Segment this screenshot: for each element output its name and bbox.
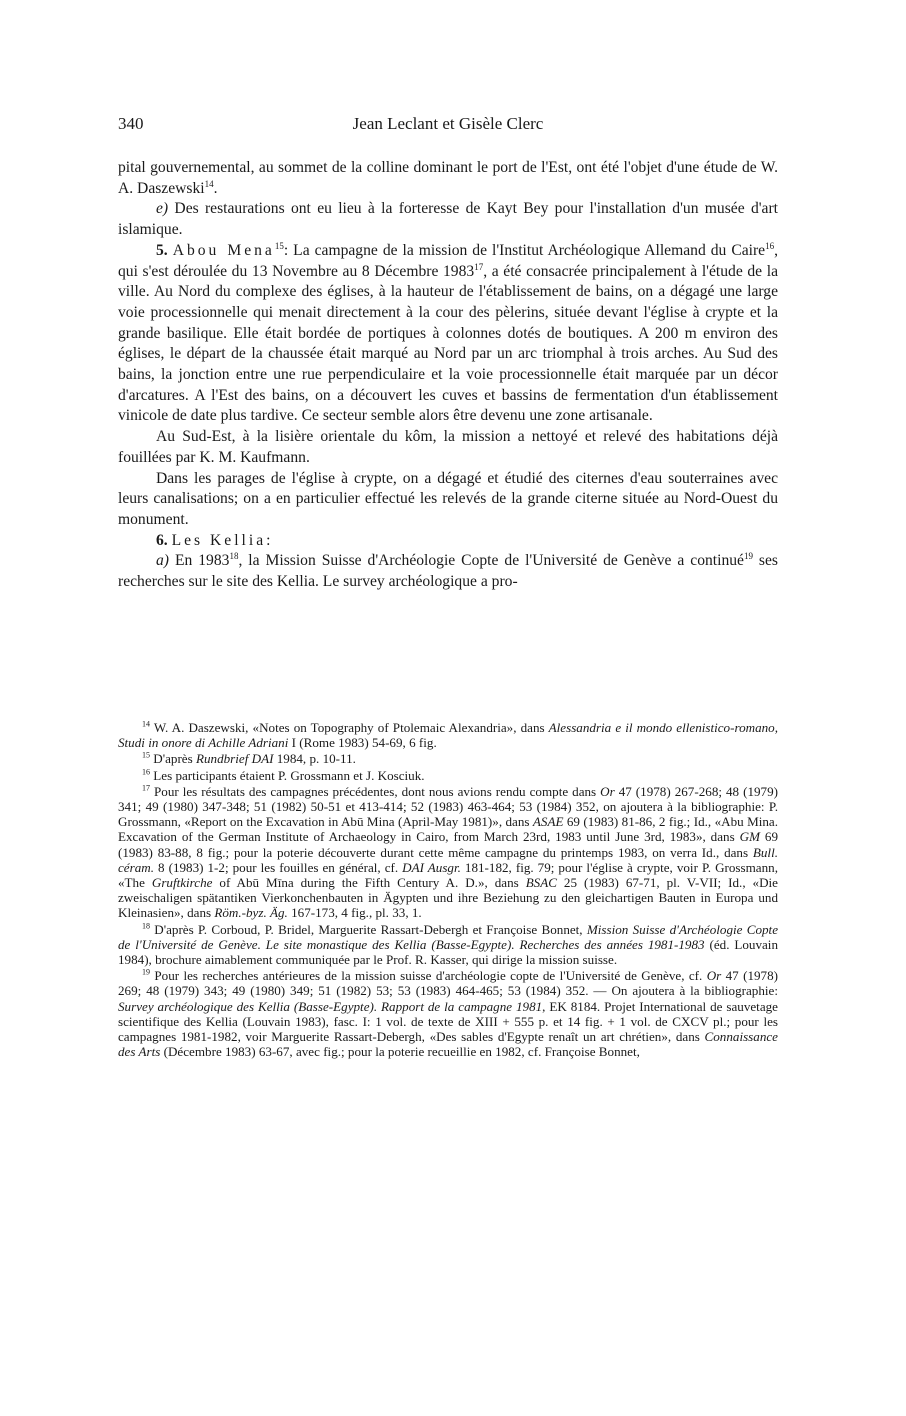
italic-title: Or bbox=[706, 968, 722, 984]
text-run: En 1983 bbox=[169, 552, 230, 570]
text-run: : La campagne de la mission de l'Institut Archéologique Allemand du Caire bbox=[283, 241, 766, 259]
text-run: 181-182, fig. 79; pour l'église à crypte, voir P. Grossmann, «The bbox=[118, 859, 778, 891]
text-run: W. A. Daszewski, «Notes on Topography of Ptolemaic Alexandria», dans bbox=[150, 720, 549, 735]
text-run: Pour les recherches antérieures de la mission suisse d'archéologie copte de l'Université de Genève, cf. bbox=[150, 968, 707, 984]
section-title: Les Kellia bbox=[171, 531, 267, 549]
paragraph: Au Sud-Est, à la lisière orientale du kôm, la mission a nettoyé et relevé des habitations déjà fouillées par K. M. Kaufmann. bbox=[118, 428, 778, 466]
text-run: 47 (1978) 269; 48 (1979) 343; 49 (1980) 349; 51 (1982) 53; 53 (1983) 464-465; 53 (1984) 352. — On ajoutera à la bibliographie: bbox=[118, 968, 778, 999]
text-run: 1984, p. 10-11. bbox=[273, 751, 356, 767]
text-run: ses recherches sur le site des Kellia. Le survey archéologique a pro- bbox=[118, 552, 778, 591]
footnote-ref: 15 bbox=[274, 240, 284, 251]
italic-title: Or bbox=[600, 783, 615, 799]
footnote-number: 18 bbox=[142, 921, 150, 931]
text-run: (éd. Louvain 1984), brochure aimablement communiquée par le Prof. R. Kasser, qui dirige la mission suisse. bbox=[118, 936, 778, 968]
footnote-ref: 17 bbox=[474, 261, 484, 272]
italic-title: Gruftkirche bbox=[151, 875, 213, 891]
text-run: : bbox=[266, 531, 271, 549]
page-number: 340 bbox=[118, 114, 144, 133]
footnote-number: 16 bbox=[142, 767, 150, 777]
footnote-16 bbox=[118, 768, 778, 783]
text-run: . bbox=[213, 179, 218, 197]
footnote-ref: 16 bbox=[765, 240, 775, 251]
text-run: Les participants étaient P. Grossmann et J. Kosciuk. bbox=[150, 767, 425, 783]
text-run: (Décembre 1983) 63-67, avec fig.; pour la poterie recueillie en 1982, cf. Françoise Bonnet, bbox=[160, 1044, 640, 1060]
footnote-ref: 18 bbox=[229, 551, 239, 562]
italic-title: Alessandria e il mondo ellenistico-romano, Studi in onore di Achille Adriani bbox=[118, 720, 778, 751]
section-heading-kellia bbox=[118, 531, 778, 552]
italic-title: Survey archéologique des Kellia (Basse-Egypte). Rapport de la campagne 1981 bbox=[118, 998, 543, 1014]
paragraph bbox=[118, 158, 778, 199]
main-text bbox=[118, 158, 778, 593]
text-run: 167-173, 4 fig., pl. 33, 1. bbox=[287, 905, 422, 921]
italic-title: Rundbrief DAI bbox=[196, 751, 274, 767]
text-run: Pour les résultats des campagnes précédentes, dont nous avions rendu compte dans bbox=[150, 783, 601, 799]
footnote-19 bbox=[118, 968, 778, 1059]
text-run: , la Mission Suisse d'Archéologie Copte de l'Université de Genève a continué bbox=[238, 552, 744, 570]
item-label: e) bbox=[156, 200, 169, 218]
italic-title: Mission Suisse d'Archéologie Copte de l'Université de Genève. Le site monastique des Kellia (Basse-Egypte). Recherches des années 1981-1983 bbox=[118, 921, 779, 952]
footnote-number: 14 bbox=[142, 719, 150, 729]
paragraph: Dans les parages de l'église à crypte, on a dégagé et étudié des citernes d'eau souterraines avec leurs canalisations; on a en particulier effectué les relevés de la grande citerne située au Nord-Ouest du monument. bbox=[118, 469, 778, 528]
text-run: Des restaurations ont eu lieu à la forteresse de Kayt Bey pour l'installation d'un musée d'art islamique. bbox=[118, 200, 778, 239]
section-title: Abou Mena bbox=[172, 241, 275, 259]
text-run: , EK 8184. Projet International de sauvetage scientifique des Kellia (Louvain 1983), fasc. I: 1 vol. de texte de XIII + 555 p. et 14 fig. + 1 vol. de CXCV pl.; pour les campagnes 1981-1982, voir Marguerite Rassart-Debergh, «Des sables d'Egypte renaît un art chrétien», dans bbox=[118, 998, 778, 1045]
footnote-number: 19 bbox=[142, 967, 150, 977]
paragraph-abou-mena bbox=[118, 241, 778, 427]
italic-title: GM bbox=[739, 829, 760, 845]
italic-title: Röm.-byz. Äg. bbox=[214, 905, 288, 921]
text-run: , a été consacrée principalement à l'étude de la ville. Au Nord du complexe des églises, à la hauteur de l'établissement de bains, on a dégagé une large voie processionnelle qui menait directement à la cour des pèlerins, située devant l'église à crypte et la grande basilique. Elle était bordée de portiques à colonnes dotés de boutiques. A 200 m environ des églises, le départ de la chaussée était marqué au Nord par un arc triomphal à trois arches. Au Sud des bains, la jonction entre une rue perpendiculaire et la voie processionnelle était marquée par un décor d'arcatures. A l'Est des bains, on a découvert les cuves et bassins de fermentation d'un établissement vinicole de date plus tardive. Ce secteur semble alors être devenu une zone artisanale. bbox=[118, 262, 778, 425]
footnote-ref: 14 bbox=[204, 178, 214, 189]
text-run: pital gouvernemental, au sommet de la colline dominant le port de l'Est, ont été l'objet d'une étude de W. A. Daszewski bbox=[118, 159, 778, 197]
text-run: 47 (1978) 267-268; 48 (1979) 341; 49 (1980) 347-348; 51 (1982) 50-51 et 413-414; 52 (1983) 463-464; 53 (1984) 352, on ajoutera à la bibliographie: P. Grossmann, «Report on the Excavation in Abū Mina (April-May 1981)», dans bbox=[118, 783, 778, 830]
footnote-15 bbox=[118, 751, 778, 766]
footnotes bbox=[118, 720, 778, 1060]
italic-title: BSAC bbox=[525, 875, 557, 891]
italic-title: DAI Ausgr. bbox=[402, 859, 461, 875]
section-number: 5. bbox=[156, 241, 168, 259]
text-run: 8 (1983) 1-2; pour les fouilles en général, cf. bbox=[154, 859, 403, 875]
footnote-number: 17 bbox=[142, 783, 150, 793]
text-run: D'après bbox=[150, 751, 196, 767]
italic-title: Connaissance des Arts bbox=[118, 1029, 778, 1060]
section-number: 6. bbox=[156, 531, 168, 549]
footnote-number: 15 bbox=[142, 751, 150, 761]
text-run: 69 (1983) 81-86, 2 fig.; Id., «Abu Mina. Excavation of the German Institute of Archaeology in Cairo, from March 23rd, 1983 until June 3rd, 1983», dans bbox=[118, 814, 778, 845]
footnote-14 bbox=[118, 720, 778, 750]
footnote-ref: 19 bbox=[743, 551, 753, 562]
text-run: , qui s'est déroulée du 13 Novembre au 8 Décembre 1983 bbox=[118, 241, 778, 280]
text-run: of Abū Mīna during the Fifth Century A. D.», dans bbox=[212, 875, 526, 891]
footnote-17 bbox=[118, 784, 778, 921]
footnote-18 bbox=[118, 922, 778, 968]
italic-title: Bull. céram. bbox=[118, 844, 778, 875]
italic-title: ASAE bbox=[532, 814, 564, 830]
running-title: Jean Leclant et Gisèle Clerc bbox=[352, 114, 544, 133]
item-label: a) bbox=[156, 552, 169, 570]
text-run: 69 (1983) 83-88, 8 fig.; pour la poterie découverte durant cette même campagne du printemps 1983, on verra Id., dans bbox=[118, 829, 778, 860]
text-run: I (Rome 1983) 54-69, 6 fig. bbox=[288, 735, 437, 751]
paragraph bbox=[118, 551, 778, 592]
text-run: 25 (1983) 67-71, pl. V-VII; Id., «Die zweischaligen spätantiken Vierkonchenbauten in Ägypten und ihre Beziehung zu den gleichartigen Bauten in Europa und Kleinasien», dans bbox=[118, 875, 778, 921]
paragraph bbox=[118, 199, 778, 240]
text-run: D'après P. Corboud, P. Bridel, Marguerite Rassart-Debergh et Françoise Bonnet, bbox=[150, 921, 587, 937]
